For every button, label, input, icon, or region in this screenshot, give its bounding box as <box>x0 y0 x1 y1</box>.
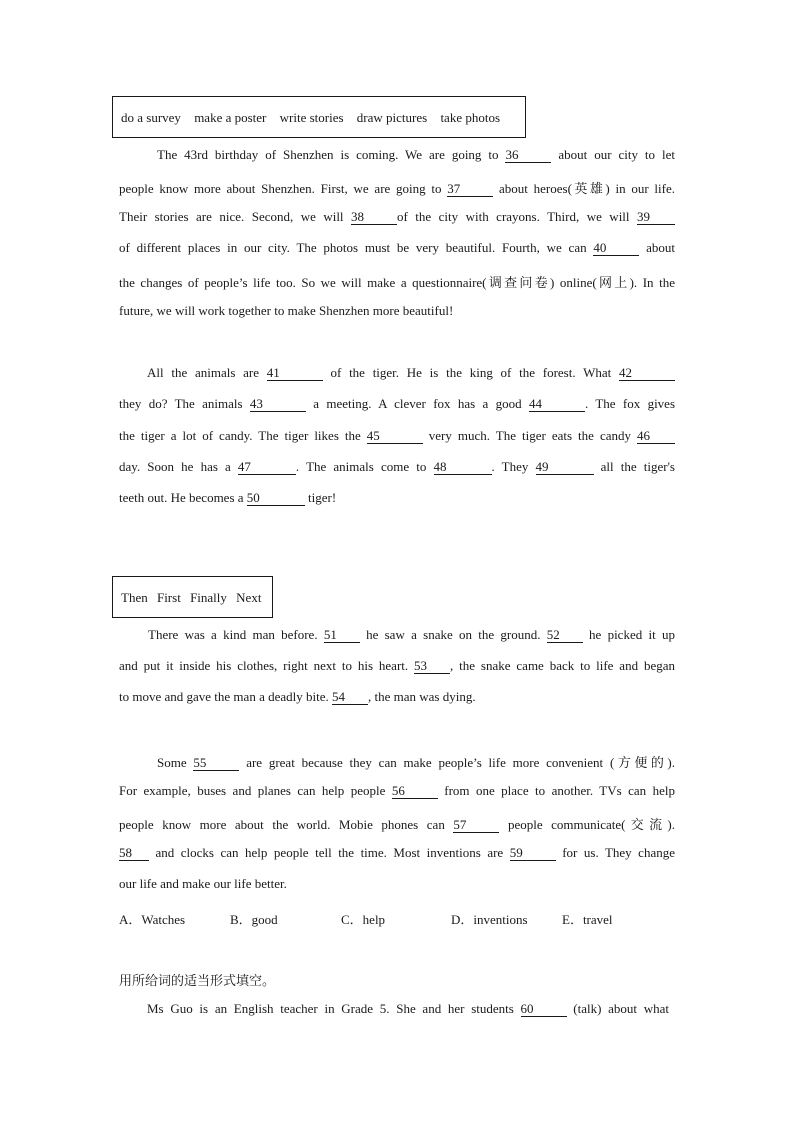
blank-59[interactable]: 59 <box>510 846 556 861</box>
blank-51[interactable]: 51 <box>324 628 360 643</box>
blank-41[interactable]: 41 <box>267 366 323 381</box>
word-box-2 <box>112 576 273 618</box>
blank-50[interactable]: 50 <box>247 491 305 506</box>
blank-49[interactable]: 49 <box>536 460 594 475</box>
word-option: Then <box>121 590 148 605</box>
blank-42[interactable]: 42 <box>619 366 675 381</box>
passage-4-line-4: 58 and clocks can help people tell the time. Most inventions are 59 for us. They change <box>119 845 675 860</box>
word-option: draw pictures <box>356 110 428 125</box>
blank-57[interactable]: 57 <box>453 818 499 833</box>
word-option: make a poster <box>194 110 267 125</box>
passage-4-line-2: For example, buses and planes can help people 56 from one place to another. TVs can help <box>119 783 675 798</box>
passage-2-line-5: teeth out. He becomes a 50 tiger! <box>119 490 337 505</box>
passage-3-line-2: and put it inside his clothes, right next to his heart. 53 , the snake came back to life and began <box>119 658 676 673</box>
blank-53[interactable]: 53 <box>414 659 450 674</box>
passage-2-line-3: the tiger a lot of candy. The tiger likes the 45 very much. The tiger eats the candy 46 <box>119 428 675 444</box>
blank-56[interactable]: 56 <box>392 784 438 799</box>
passage-1-line-1: The 43rd birthday of Shenzhen is coming. We are going to 36 about our city to let <box>157 147 675 162</box>
blank-55[interactable]: 55 <box>193 756 239 771</box>
passage-4-line-1: Some 55 are great because they can make people’s life more convenient (方便的). <box>157 755 675 770</box>
passage-1-line-4: of different places in our city. The photos must be very beautiful. Fourth, we can 40 about <box>119 240 675 255</box>
passage-1-line-6: future, we will work together to make Shenzhen more beautiful! <box>119 303 454 318</box>
passage-2-line-2: they do? The animals 43 a meeting. A clever fox has a good 44 . The fox gives <box>119 396 676 411</box>
passage-2-line-4: day. Soon he has a 47 . The animals come to 48 . They 49 all the tiger's <box>119 459 675 474</box>
word-option: First <box>156 590 181 605</box>
blank-36[interactable]: 36 <box>505 148 551 163</box>
blank-52[interactable]: 52 <box>547 628 583 643</box>
passage-5-line-1: Ms Guo is an English teacher in Grade 5. She and her students 60 (talk) about what <box>147 1001 669 1016</box>
blank-54[interactable]: 54 <box>332 690 368 705</box>
word-option: write stories <box>279 110 344 125</box>
passage-4-line-5: our life and make our life better. <box>119 876 287 891</box>
passage-3-line-3: to move and gave the man a deadly bite. 54 , the man was dying. <box>119 689 476 704</box>
blank-45[interactable]: 45 <box>367 429 423 444</box>
option-d: D．inventions <box>451 912 528 927</box>
passage-1-line-2: people know more about Shenzhen. First, we are going to 37 about heroes(英雄) in our life. <box>119 181 675 196</box>
blank-37[interactable]: 37 <box>447 182 493 197</box>
passage-3-line-1: There was a kind man before. 51 he saw a snake on the ground. 52 he picked it up <box>148 627 675 642</box>
passage-1-line-5: the changes of people’s life too. So we will make a questionnaire(调查问卷) online(网上). In the <box>119 275 675 290</box>
blank-60[interactable]: 60 <box>521 1002 567 1017</box>
blank-43[interactable]: 43 <box>250 397 306 412</box>
blank-38[interactable]: 38 <box>351 210 397 225</box>
word-option: do a survey <box>121 110 181 125</box>
passage-1-line-3: Their stories are nice. Second, we will 38 of the city with crayons. Third, we will 39 <box>119 209 675 225</box>
option-b: B．good <box>230 912 278 927</box>
blank-44[interactable]: 44 <box>529 397 585 412</box>
passage-4-line-3: people know more about the world. Mobie phones can 57 people communicate(交流). <box>119 817 675 832</box>
word-box-1 <box>112 96 526 138</box>
option-c: C．help <box>341 912 386 927</box>
word-option: Finally <box>190 590 227 605</box>
blank-40[interactable]: 40 <box>593 241 639 256</box>
passage-2-line-1: All the animals are 41 of the tiger. He is the king of the forest. What 42 <box>147 365 675 381</box>
blank-48[interactable]: 48 <box>434 460 492 475</box>
blank-39[interactable]: 39 <box>637 210 675 225</box>
word-option: take photos <box>440 110 501 125</box>
blank-46[interactable]: 46 <box>637 429 675 444</box>
word-option: Next <box>236 590 262 605</box>
blank-58[interactable]: 58 <box>119 846 149 861</box>
option-e: E．travel <box>562 912 613 927</box>
section-title: 用所给词的适当形式填空。 <box>119 973 276 988</box>
option-a: A．Watches <box>119 912 186 927</box>
blank-47[interactable]: 47 <box>238 460 296 475</box>
